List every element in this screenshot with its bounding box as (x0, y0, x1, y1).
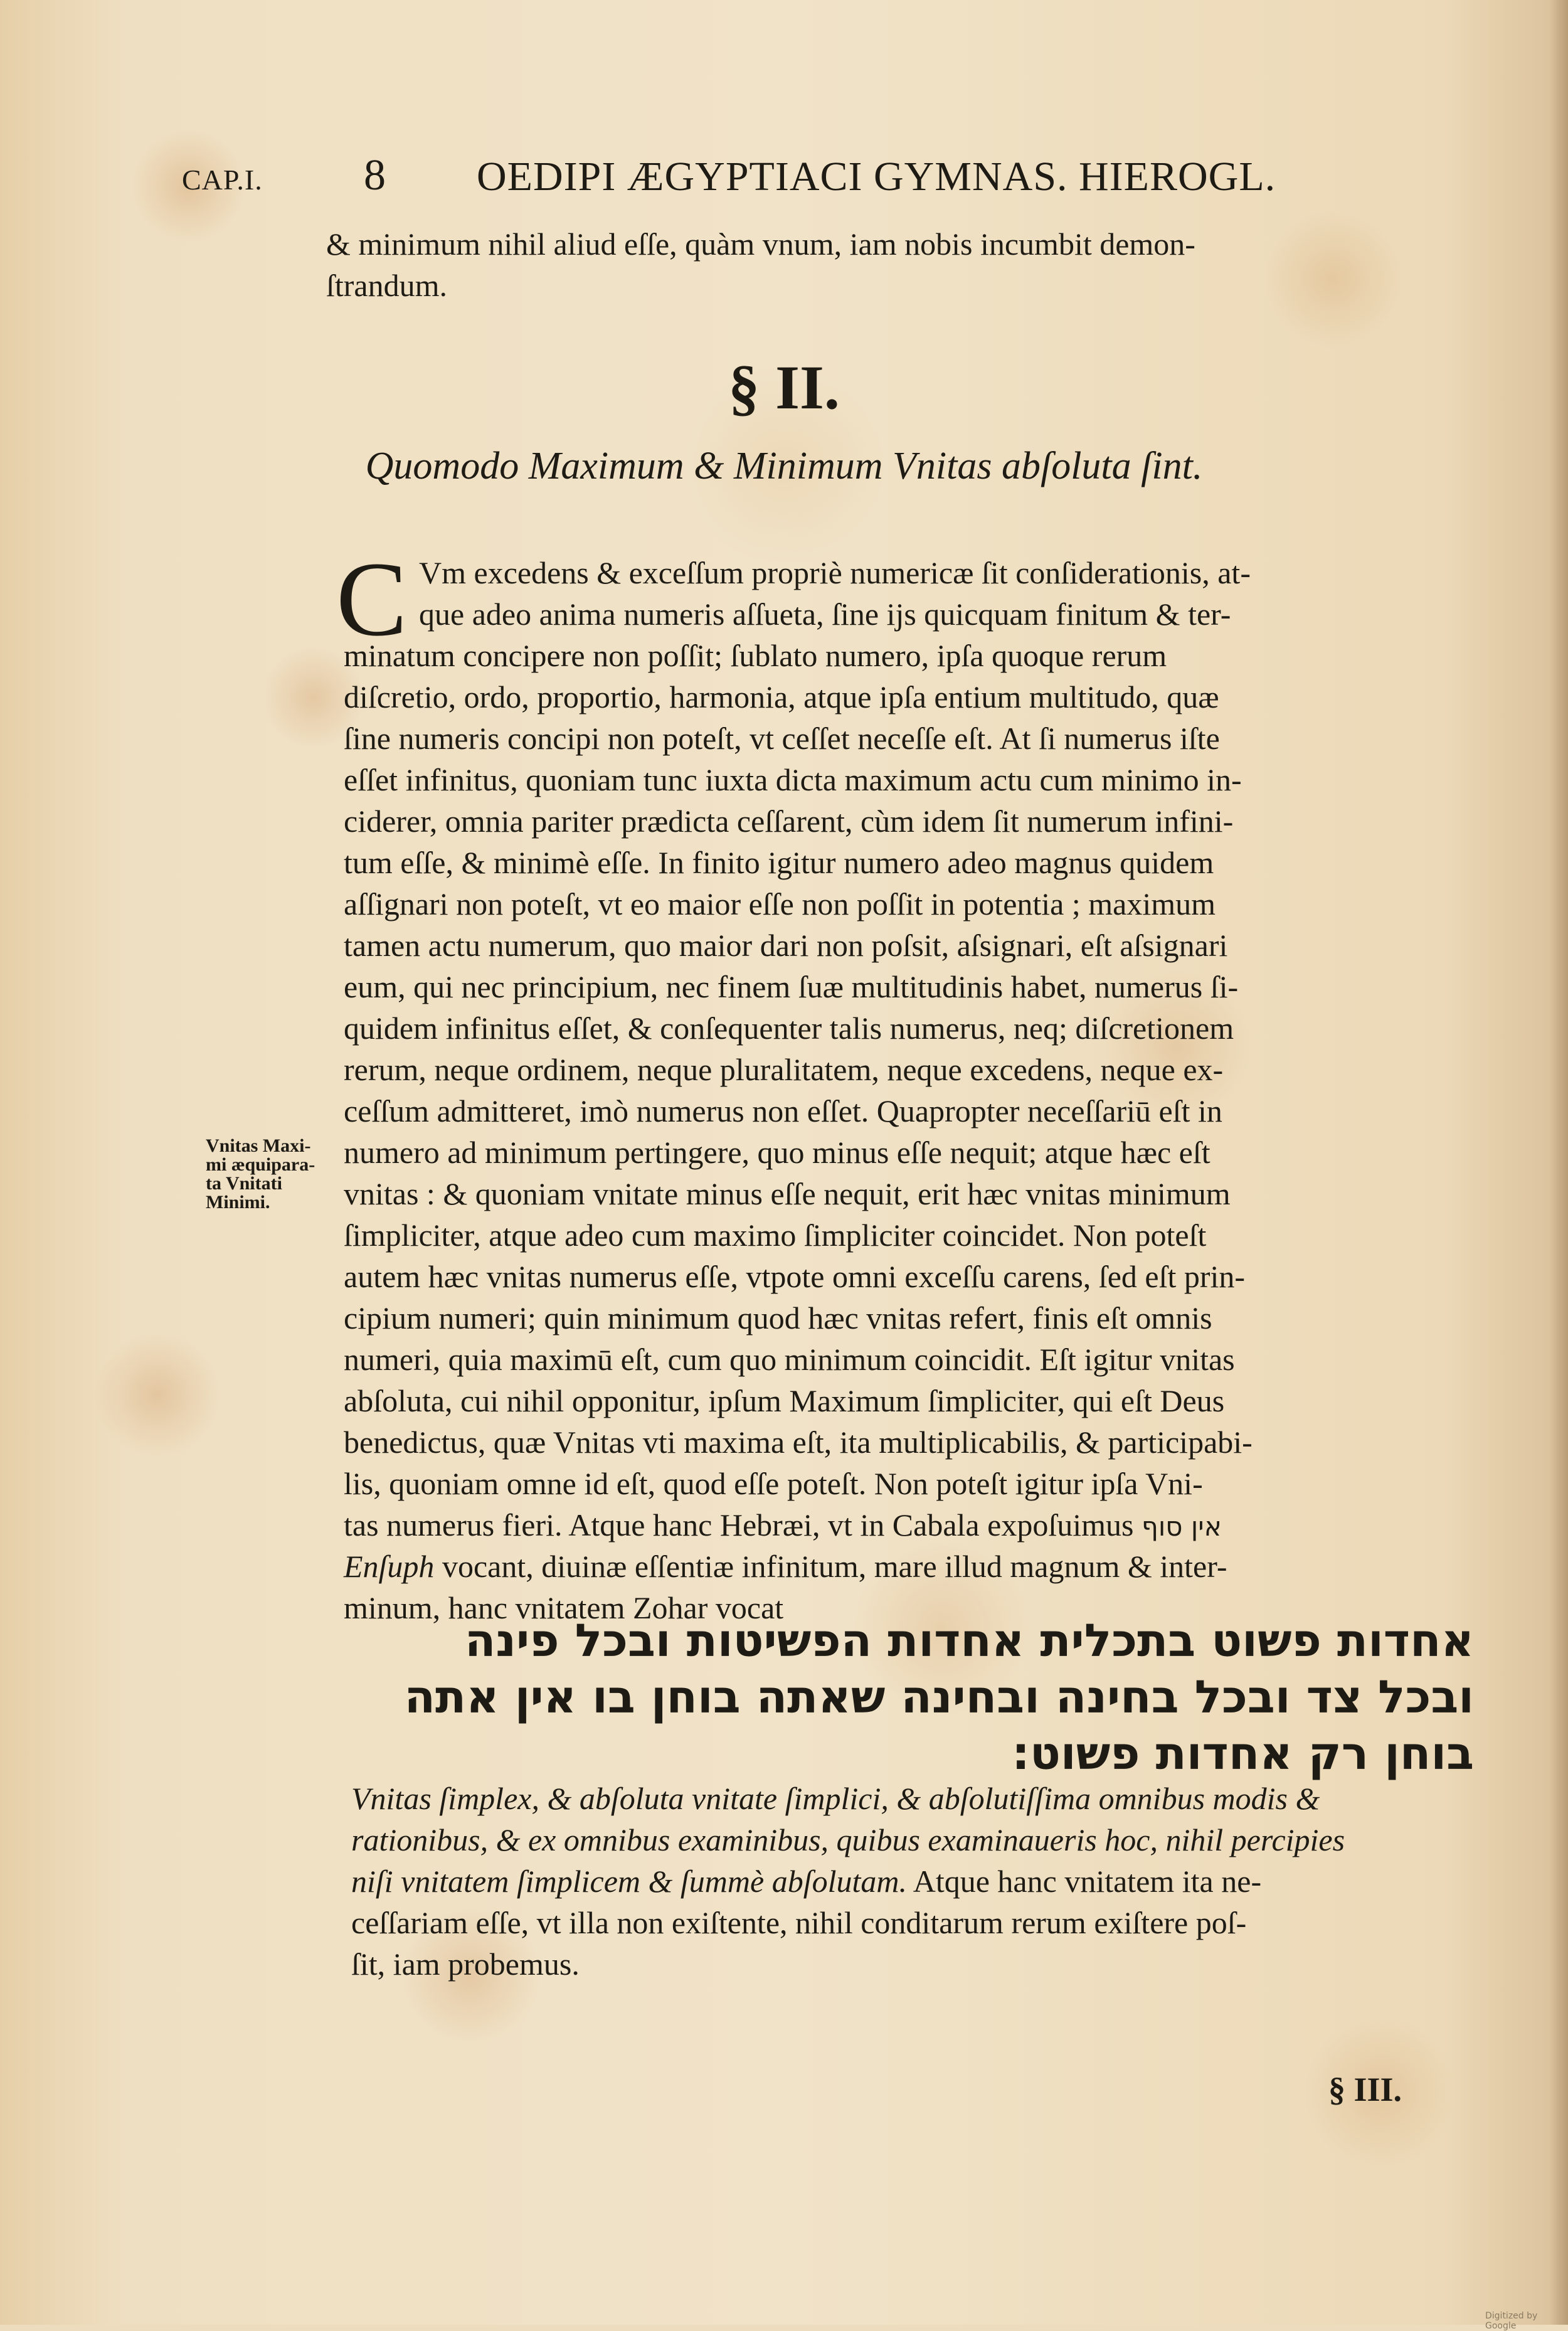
text-line: numeri, quia maximū eſt, cum quo minimum coincidit. Eſt igitur vnitas (344, 1342, 1235, 1377)
translation-line: Vnitas ſimplex, & abſoluta vnitate ſimplici, & abſolutiſſima omnibus modis & (351, 1781, 1320, 1816)
latin-translation (351, 1778, 1480, 1985)
page-edge-shadow (1549, 0, 1568, 2325)
text-line (344, 1546, 1473, 1587)
text-line: tum eſſe, & minimè eſſe. In finito igitur numero adeo magnus quidem (344, 845, 1214, 880)
text-line: ceſſum admitteret, imò numerus non eſſet. Quapropter neceſſariū eſt in (344, 1093, 1222, 1128)
text-line-part: vocant, diuinæ eſſentiæ infinitum, mare illud magnum & inter- (442, 1549, 1227, 1584)
text-line (344, 1504, 1473, 1546)
text-line: minatum concipere non poſſit; ſublato numero, ipſa quoque rerum (344, 638, 1167, 673)
translation-line: rationibus, & ex omnibus examinibus, quibus examinaueris hoc, nihil percipies (351, 1822, 1345, 1857)
hebrew-line: בוחן רק אחדות פשוט: (1012, 1727, 1474, 1780)
text-line: lis, quoniam omne id eſt, quod eſſe poteſt. Non poteſt igitur ipſa Vni- (344, 1466, 1203, 1501)
section-heading: § II. (728, 353, 840, 422)
text-line: eum, qui nec principium, nec finem ſuæ multitudinis habet, numerus ſi- (344, 969, 1239, 1004)
translation-italic-part: niſi vnitatem ſimplicem & ſummè abſolutam. (351, 1864, 907, 1899)
hebrew-line: ובכל צד ובכל בחינה ובחינה שאתה בוחן בו אין אתה (404, 1670, 1474, 1723)
text-line: ſine numeris concipi non poteſt, vt ceſſet neceſſe eſt. At ſi numerus iſte (344, 721, 1220, 756)
section-title: Quomodo Maximum & Minimum Vnitas abſoluta ſint. (365, 445, 1203, 487)
text-line: cipium numeri; quin minimum quod hæc vnitas refert, finis eſt omnis (344, 1300, 1212, 1335)
running-head (182, 151, 1330, 207)
intro-text (326, 223, 1195, 306)
hebrew-line: אחדות פשוט בתכלית אחדות הפשיטות ובכל פינה (464, 1614, 1474, 1667)
text-line-part: tas numerus fieri. Atque hanc Hebræi, vt in Cabala expoſuimus (344, 1507, 1134, 1542)
text-line: aſſignari non poteſt, vt eo maior eſſe non poſſit in potentia ; maximum (344, 886, 1216, 921)
text-line: numero ad minimum pertingere, quo minus eſſe nequit; atque hæc eſt (344, 1135, 1210, 1170)
margin-note-line: Vnitas Maxi- (206, 1135, 311, 1156)
margin-note-line: Minimi. (206, 1192, 270, 1213)
main-text (344, 552, 1473, 1628)
text-line: ſimpliciter, atque adeo cum maximo ſimpliciter coincidet. Non poteſt (344, 1218, 1207, 1253)
drop-cap: C (336, 540, 408, 658)
catchword: § III. (1328, 2071, 1402, 2108)
digitized-watermark: Digitized by Google (1485, 2311, 1538, 2331)
italic-term: Enſuph (344, 1549, 435, 1584)
text-line: benedictus, quæ Vnitas vti maxima eſt, ita multiplicabilis, & participabi- (344, 1425, 1253, 1460)
translation-line: ſit, iam probemus. (351, 1946, 580, 1982)
chapter-label: CAP.I. (182, 164, 263, 196)
text-line: tamen actu numerum, quo maior dari non poſsit, aſsignari, eſt aſsignari (344, 928, 1228, 963)
text-line: abſoluta, cui nihil opponitur, ipſum Maximum ſimpliciter, qui eſt Deus (344, 1383, 1225, 1418)
text-line: que adeo anima numeris aſſueta, ſine ijs quicquam finitum & ter- (419, 597, 1231, 632)
text-line: vnitas : & quoniam vnitate minus eſſe nequit, erit hæc vnitas minimum (344, 1176, 1231, 1211)
text-line: eſſet infinitus, quoniam tunc iuxta dicta maximum actu cum minimo in- (344, 762, 1242, 797)
text-line: autem hæc vnitas numerus eſſe, vtpote omni exceſſu carens, ſed eſt prin- (344, 1259, 1246, 1294)
running-title: OEDIPI ÆGYPTIACI GYMNAS. HIEROGL. (477, 154, 1276, 199)
translation-line: ceſſariam eſſe, vt illa non exiſtente, nihil conditarum rerum exiſtere poſ- (351, 1905, 1247, 1940)
margin-note-line: mi æquipara- (206, 1154, 315, 1175)
page-number: 8 (364, 151, 386, 199)
hebrew-inline-term: אין סוף (1141, 1511, 1222, 1542)
text-line: rerum, neque ordinem, neque pluralitatem, neque excedens, neque ex- (344, 1052, 1224, 1087)
text-line: quidem infinitus eſſet, & conſequenter talis numerus, neq; diſcretionem (344, 1011, 1234, 1046)
text-line: ciderer, omnia pariter prædicta ceſſarent, cùm idem ſit numerum infini- (344, 804, 1234, 839)
margin-note-line: ta Vnitati (206, 1173, 282, 1194)
intro-line: ſtrandum. (326, 268, 448, 303)
text-line: minum, hanc vnitatem Zohar vocat (344, 1590, 784, 1625)
text-line: Vm excedens & exceſſum propriè numericæ ſit conſiderationis, at- (419, 555, 1251, 590)
text-line: diſcretio, ordo, proportio, harmonia, atque ipſa entium multitudo, quæ (344, 679, 1219, 714)
translation-line (351, 1861, 1480, 1902)
translation-roman-part: Atque hanc vnitatem ita ne- (907, 1864, 1262, 1899)
hebrew-quotation (345, 1612, 1474, 1781)
margin-note (206, 1137, 315, 1212)
intro-line: & minimum nihil aliud eſſe, quàm vnum, iam nobis incumbit demon- (326, 226, 1195, 262)
